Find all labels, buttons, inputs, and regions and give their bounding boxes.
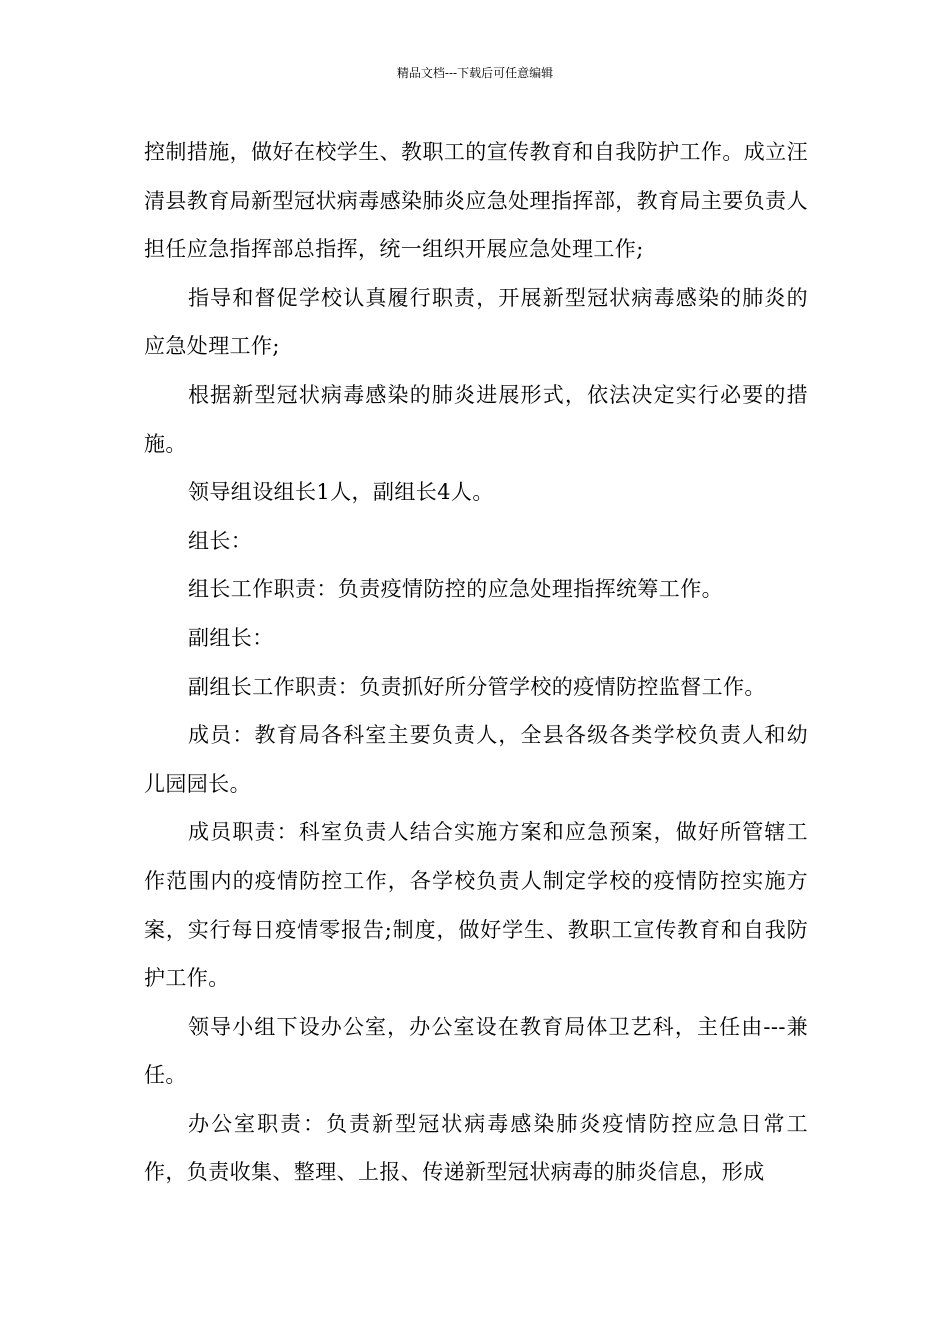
paragraph: 办公室职责：负责新型冠状病毒感染肺炎疫情防控应急日常工作，负责收集、整理、上报、传递新型冠状病毒的肺炎信息，形成 xyxy=(144,1111,808,1185)
paragraph: 副组长工作职责：负责抓好所分管学校的疫情防控监督工作。 xyxy=(188,674,766,699)
paragraph: 领导组设组长1人，副组长4人。 xyxy=(188,480,494,505)
page-header: 精品文档---下载后可任意编辑 xyxy=(396,66,554,80)
paragraph: 领导小组下设办公室，办公室设在教育局体卫艺科，主任由---兼任。 xyxy=(144,1014,808,1088)
paragraph: 根据新型冠状病毒感染的肺炎进展形式，依法决定实行必要的措施。 xyxy=(144,382,808,456)
paragraph: 组长工作职责：负责疫情防控的应急处理指挥统筹工作。 xyxy=(188,577,723,602)
paragraph: 组长： xyxy=(188,528,253,553)
paragraph: 成员职责：科室负责人结合实施方案和应急预案，做好所管辖工作范围内的疫情防控工作，各学校负责人制定学校的疫情防控实施方案，实行每日疫情零报告;制度，做好学生、教职工宣传教育和自我防护工作。 xyxy=(144,820,808,991)
paragraph: 控制措施，做好在校学生、教职工的宣传教育和自我防护工作。成立汪清县教育局新型冠状病毒感染肺炎应急处理指挥部，教育局主要负责人担任应急指挥部总指挥，统一组织开展应急处理工作; xyxy=(144,140,808,262)
paragraph: 指导和督促学校认真履行职责，开展新型冠状病毒感染的肺炎的应急处理工作; xyxy=(144,285,808,359)
document-body xyxy=(144,128,808,1197)
paragraph: 副组长： xyxy=(188,625,274,650)
paragraph: 成员：教育局各科室主要负责人，全县各级各类学校负责人和幼儿园园长。 xyxy=(144,723,808,796)
